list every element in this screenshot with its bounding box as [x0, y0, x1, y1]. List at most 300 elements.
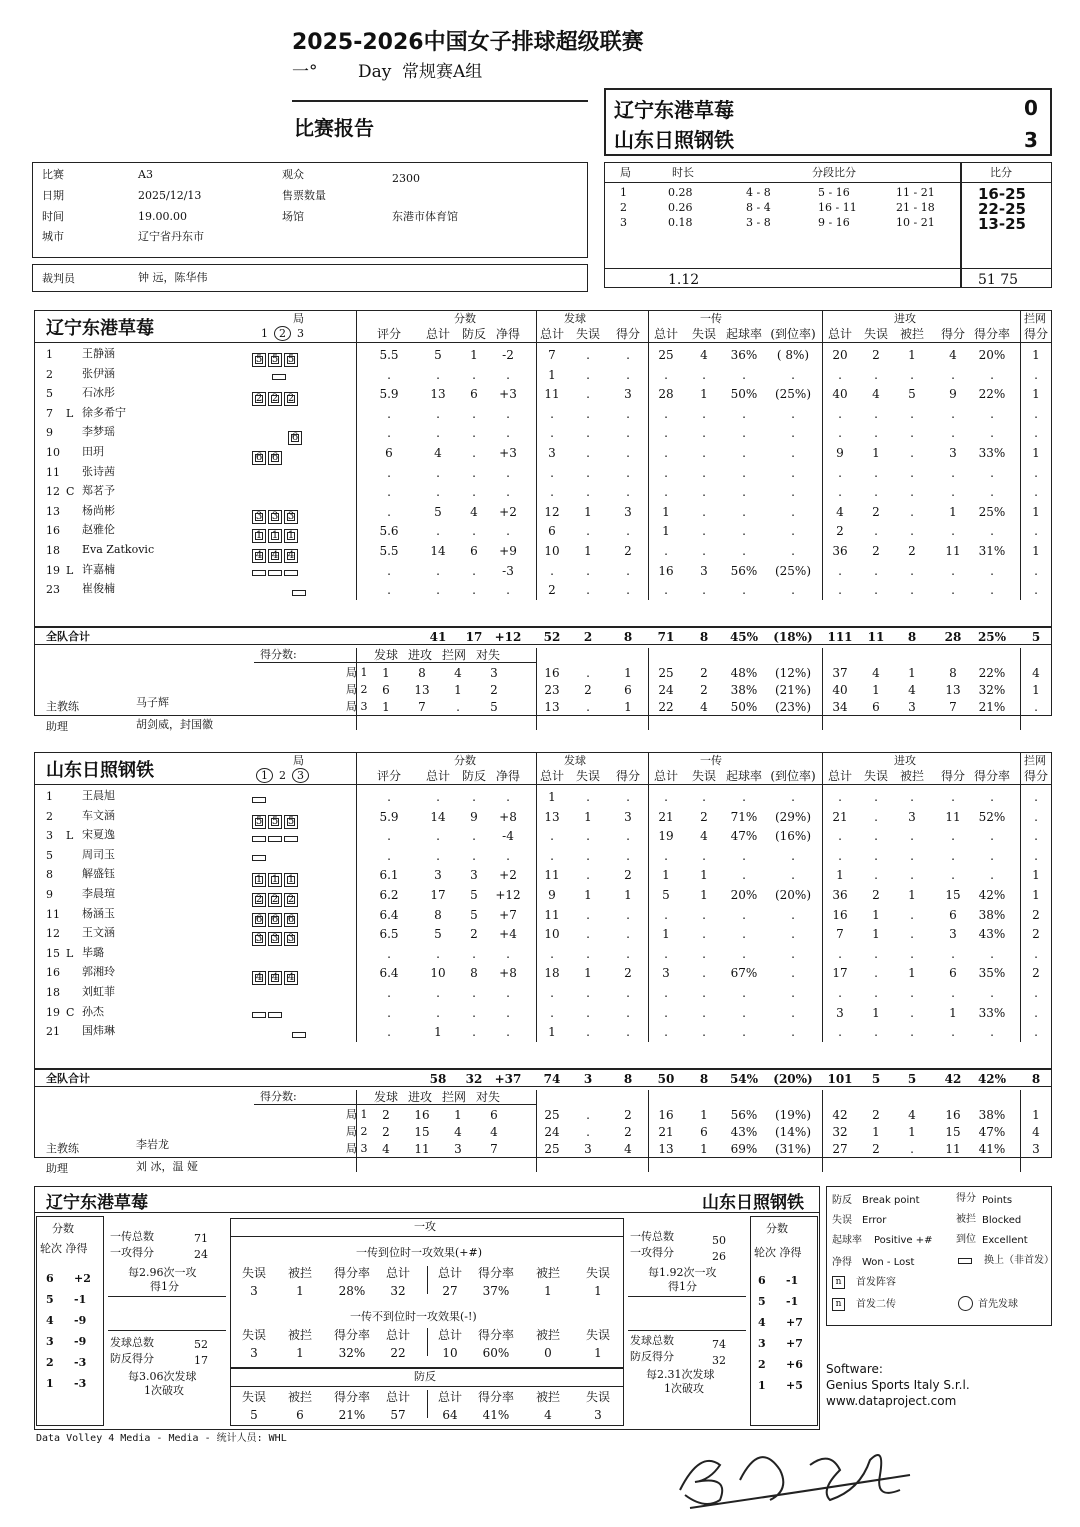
- stat-cell: .: [387, 946, 391, 961]
- stat-cell: .: [742, 868, 746, 883]
- stat-cell: 20: [832, 348, 848, 362]
- break-point-value: 4: [544, 1408, 552, 1422]
- stat-cell: .: [1034, 848, 1038, 863]
- column-header: 被拦: [899, 769, 924, 783]
- column-group: 拦网: [1024, 312, 1046, 325]
- stat-cell: .: [742, 426, 746, 441]
- stat-cell: 11: [544, 387, 560, 402]
- set-position-box: 6: [252, 913, 266, 927]
- points-by-header: 拦网: [441, 648, 466, 662]
- stat-cell: .: [387, 1005, 391, 1020]
- stat-cell: .: [664, 790, 668, 804]
- stat-cell: .: [990, 946, 994, 961]
- stat-cell: 71%: [730, 809, 758, 824]
- time-value: 19.00.00: [138, 210, 187, 223]
- per-set-stat: 4: [624, 1142, 632, 1156]
- stat-cell: .: [702, 524, 706, 539]
- legend-item: 首发阵容: [856, 1277, 896, 1288]
- stat-cell: .: [436, 848, 440, 863]
- side-out-col: 失误: [241, 1390, 266, 1404]
- column-group: 发球: [564, 312, 586, 325]
- stat-cell: .: [910, 524, 914, 539]
- column-group: 进攻: [894, 312, 916, 325]
- stat-cell: .: [874, 966, 878, 981]
- set-partial-21: 10 - 21: [896, 216, 935, 229]
- legend-item: 得分: [956, 1193, 976, 1204]
- starting-setter-icon: n: [832, 1298, 845, 1311]
- stat-cell: .: [506, 367, 510, 382]
- side-out-col: 失误: [585, 1328, 610, 1342]
- stat-cell: .: [742, 504, 746, 519]
- column-header: 失误: [863, 327, 888, 341]
- stat-cell: .: [472, 1005, 476, 1020]
- points-by-header: 发球: [373, 1090, 398, 1104]
- set-partial-16: 9 - 16: [818, 216, 850, 229]
- stat-cell: .: [791, 426, 795, 441]
- set-position-box: 1: [284, 873, 298, 887]
- per-set-stat: 4: [1032, 666, 1040, 680]
- stat-cell: 1: [700, 888, 708, 902]
- stat-cell: 5.9: [379, 387, 399, 402]
- side-out-positive-value: 1: [544, 1284, 552, 1298]
- stat-cell: 3: [624, 809, 632, 824]
- rotation: 1: [758, 1379, 766, 1392]
- stat-cell: .: [791, 1005, 795, 1020]
- team-total-cell: 8: [1031, 1072, 1041, 1086]
- stat-cell: .: [910, 583, 914, 598]
- stat-cell: .: [387, 504, 391, 519]
- per-set-stat: .: [910, 1142, 914, 1156]
- team-total-cell: +37: [494, 1072, 522, 1086]
- column-header: 失误: [691, 327, 716, 341]
- stat-cell: .: [702, 367, 706, 382]
- col-separator: [822, 648, 823, 730]
- side-out-negative-value: 60%: [482, 1346, 510, 1360]
- stat-cell: 25: [658, 348, 674, 362]
- column-header: 得分: [940, 327, 965, 341]
- legend-item: Excellent: [982, 1235, 1028, 1246]
- date-label: 日期: [42, 189, 64, 202]
- time-label: 时间: [42, 210, 64, 223]
- player-name: 王文涵: [82, 926, 115, 940]
- team-total-cell: 28: [944, 630, 962, 644]
- set-position-box: 3: [284, 510, 298, 524]
- coach-label: 主教练: [46, 1142, 79, 1155]
- column-header: 总计: [539, 769, 564, 783]
- set-position-box: 3: [268, 932, 282, 946]
- stat-cell: 3: [470, 868, 478, 883]
- rule: [108, 1296, 226, 1297]
- player-number: 9: [46, 888, 53, 901]
- team-total-cell: (18%): [773, 630, 813, 644]
- stat-cell: .: [874, 465, 878, 480]
- player-name: 王晨旭: [82, 789, 115, 802]
- stat-cell: .: [910, 790, 914, 804]
- per-set-stat: 32%: [978, 683, 1006, 697]
- player-number: 11: [46, 907, 60, 921]
- break-point-value: 6: [296, 1408, 304, 1422]
- stat-cell: .: [951, 790, 955, 804]
- set-position-box: 1: [252, 529, 266, 543]
- stat-cell: 21: [832, 809, 848, 824]
- stat-cell: .: [1034, 583, 1038, 598]
- stat-cell: .: [586, 465, 590, 480]
- per-set-points: 1: [382, 666, 390, 680]
- stat-cell: .: [791, 868, 795, 883]
- stat-cell: .: [626, 829, 630, 844]
- per-set-stat: 15: [945, 1125, 961, 1139]
- rotation: 5: [46, 1293, 54, 1306]
- col-separator: [1020, 648, 1021, 730]
- stat-cell: 1: [872, 1005, 880, 1020]
- col-separator: [427, 1266, 428, 1294]
- stat-cell: .: [626, 524, 630, 539]
- stat-cell: .: [626, 927, 630, 942]
- set-partial-21: 21 - 18: [896, 201, 935, 214]
- stat-cell: (29%): [774, 809, 812, 824]
- stat-cell: (20%): [774, 888, 812, 902]
- column-header: 得分: [1023, 769, 1048, 783]
- per-set-points: 11: [414, 1142, 430, 1156]
- rotation: 3: [46, 1335, 54, 1348]
- stat-cell: 1: [548, 367, 556, 382]
- per-set-stat: 6: [624, 683, 632, 697]
- stat-cell: .: [951, 829, 955, 844]
- side-out-positive-value: 1: [296, 1284, 304, 1298]
- per-set-stat: 2: [700, 683, 708, 697]
- rotation: 2: [46, 1356, 54, 1369]
- column-header: 总计: [653, 327, 678, 341]
- stat-cell: .: [586, 907, 590, 922]
- referee-box: [32, 264, 588, 292]
- stat-cell: .: [910, 946, 914, 961]
- report-title: 比赛报告: [294, 116, 374, 140]
- sets-head-partial: 分段比分: [812, 166, 856, 179]
- per-set-stat: 4: [908, 683, 916, 697]
- side-out-col: 失误: [241, 1328, 266, 1342]
- stat-cell: .: [506, 986, 510, 1000]
- team-total-cell: 8: [623, 630, 633, 644]
- set-position-box: 5: [284, 353, 298, 367]
- player-sets: [252, 789, 268, 805]
- rule: [34, 342, 1052, 343]
- stat-cell: 2: [700, 809, 708, 824]
- side-out-col: 总计: [437, 1266, 462, 1280]
- player-name: 刘虹菲: [82, 985, 115, 998]
- stat-cell: 3: [624, 387, 632, 402]
- set-partial-16: 5 - 16: [818, 186, 850, 199]
- stat-cell: 6: [949, 907, 957, 922]
- column-group: 局: [293, 754, 304, 767]
- stat-cell: 22%: [978, 387, 1006, 402]
- stat-cell: .: [550, 563, 554, 578]
- stat-cell: 5: [470, 907, 478, 922]
- legend-item: 起球率: [832, 1235, 862, 1246]
- per-set-stat: 32: [832, 1125, 848, 1139]
- stat-cell: .: [990, 367, 994, 382]
- side-out-negative-value: 1: [296, 1346, 304, 1360]
- stat-cell: .: [550, 829, 554, 844]
- per-set-stat: 1: [1032, 1108, 1040, 1122]
- player-sets: [252, 445, 302, 461]
- software-line2: Genius Sports Italy S.r.l.: [826, 1378, 970, 1392]
- stat-cell: .: [702, 790, 706, 804]
- player-role: C: [66, 1005, 75, 1019]
- stat-cell: .: [472, 848, 476, 863]
- team-total-cell: 111: [827, 630, 853, 644]
- stat-cell: .: [586, 524, 590, 539]
- stat-cell: .: [702, 406, 706, 421]
- stat-cell: .: [664, 446, 668, 460]
- per-set-points: 2: [382, 1125, 390, 1139]
- stat-cell: .: [990, 868, 994, 883]
- stat-cell: 4: [836, 504, 844, 519]
- player-number: 18: [46, 986, 60, 999]
- set-position-box: 3: [252, 932, 266, 946]
- stat-cell: .: [990, 829, 994, 844]
- stat-cell: 1: [434, 1025, 442, 1040]
- player-sets: [252, 1005, 284, 1021]
- stat-cell: .: [742, 583, 746, 598]
- per-set-stat: 6: [700, 1125, 708, 1139]
- player-sets: [252, 543, 300, 559]
- stat-cell: .: [1034, 563, 1038, 578]
- stat-cell: 4: [700, 348, 708, 362]
- substitution-mark: [252, 855, 266, 861]
- stat-cell: 2: [872, 348, 880, 362]
- sets-subheader: [256, 768, 310, 783]
- stat-cell: .: [910, 446, 914, 460]
- stat-cell: .: [387, 986, 391, 1000]
- player-number: 5: [46, 848, 53, 862]
- stat-cell: .: [791, 1025, 795, 1040]
- set-position-box: 6: [268, 451, 282, 465]
- stat-cell: 21: [658, 809, 674, 824]
- rule: [34, 784, 1052, 785]
- per-set-stat: 41%: [978, 1142, 1006, 1156]
- software-line3: www.dataproject.com: [826, 1394, 957, 1408]
- column-header: 得分率: [973, 327, 1010, 341]
- rotation: 1: [46, 1377, 54, 1390]
- stat-cell: .: [990, 485, 994, 500]
- side-out-negative-value: 0: [544, 1346, 552, 1360]
- stat-cell: +4: [499, 927, 517, 942]
- stat-cell: .: [910, 406, 914, 421]
- stat-cell: .: [951, 946, 955, 961]
- date-value: 2025/12/13: [138, 189, 202, 202]
- stat-cell: 16: [658, 563, 674, 578]
- stat-cell: .: [1034, 485, 1038, 500]
- stat-cell: 10: [430, 966, 446, 981]
- column-header: 净得: [495, 327, 520, 341]
- team-total-cell: 5: [1031, 630, 1041, 644]
- side-out-negative-value: 32%: [338, 1346, 366, 1360]
- per-set-points: 6: [382, 683, 390, 697]
- per-set-stat: (31%): [774, 1142, 812, 1156]
- set-col-label: 2: [279, 769, 286, 782]
- stat-cell: .: [550, 485, 554, 500]
- set-position-box: 5: [284, 815, 298, 829]
- per-set-stat: 24: [544, 1125, 560, 1139]
- col-separator: [822, 1090, 823, 1172]
- stat-cell: .: [664, 465, 668, 480]
- legend-item: Won - Lost: [862, 1257, 915, 1268]
- column-header: 得分: [1023, 327, 1048, 341]
- player-name: 郭湘玲: [82, 965, 115, 979]
- player-number: 1: [46, 790, 53, 803]
- stat-cell: .: [791, 544, 795, 558]
- rule: [34, 1068, 1052, 1070]
- per-set-points: .: [456, 700, 460, 714]
- stat-cell: 14: [430, 809, 446, 824]
- per-set-stat: 42: [832, 1108, 848, 1122]
- player-number: 5: [46, 387, 53, 401]
- stat-cell: .: [387, 406, 391, 421]
- col-separator: [356, 648, 357, 730]
- per-set-stat: 43%: [730, 1125, 758, 1139]
- stat-cell: .: [742, 367, 746, 382]
- per-set-stat: (21%): [774, 683, 812, 697]
- player-sets: [292, 582, 308, 598]
- stat-cell: 9: [949, 387, 957, 402]
- per-set-stat: .: [586, 1125, 590, 1139]
- rule: [254, 1104, 536, 1105]
- stat-cell: 36: [832, 888, 848, 902]
- rotation-net: +2: [74, 1272, 91, 1285]
- set-position-box: 6: [252, 451, 266, 465]
- set-position-box: 2: [252, 893, 266, 907]
- stat-cell: 47%: [730, 829, 758, 844]
- set-number: 3: [620, 216, 627, 229]
- summary-right-stat: 32: [712, 1354, 726, 1367]
- set-col-label: 1: [256, 768, 273, 783]
- column-header: 总计: [539, 327, 564, 341]
- stat-cell: .: [387, 465, 391, 480]
- player-role: L: [66, 829, 74, 843]
- set-position-box: 3: [252, 510, 266, 524]
- rotation: 3: [758, 1337, 766, 1350]
- column-header: 评分: [376, 769, 401, 783]
- per-set-stat: 2: [872, 1108, 880, 1122]
- break-point-title: 防反: [414, 1370, 436, 1383]
- player-sets: [252, 965, 300, 984]
- set-position-box: 4: [284, 971, 298, 985]
- stat-cell: .: [838, 367, 842, 382]
- stat-cell: .: [626, 348, 630, 362]
- stat-cell: .: [910, 504, 914, 519]
- set-col-label: 3: [297, 327, 304, 340]
- player-role: L: [66, 563, 74, 577]
- summary-team1: 辽宁东港草莓: [46, 1193, 148, 1213]
- stat-cell: 1: [908, 888, 916, 902]
- stat-cell: 33%: [978, 1005, 1006, 1020]
- rot-head2: 轮次 净得: [754, 1246, 802, 1259]
- stat-cell: 6: [949, 966, 957, 981]
- summary-left-stat: 24: [194, 1248, 208, 1261]
- summary-team2: 山东日照钢铁: [702, 1193, 804, 1213]
- team-total-cell: 8: [699, 630, 709, 644]
- total-points: 51 75: [978, 272, 1019, 288]
- stat-cell: 3: [908, 809, 916, 824]
- column-header: 得分率: [973, 769, 1010, 783]
- points-by-header: 进攻: [407, 1090, 432, 1104]
- stat-cell: .: [1034, 790, 1038, 804]
- set-position-box: 1: [284, 529, 298, 543]
- side-out-col: 被拦: [287, 1328, 312, 1342]
- stat-cell: 16: [832, 907, 848, 922]
- match-info-box: [32, 162, 588, 258]
- stat-cell: .: [874, 426, 878, 441]
- stat-cell: .: [550, 406, 554, 421]
- stat-cell: 5.5: [379, 348, 399, 362]
- set-position-box: 6: [268, 913, 282, 927]
- stat-cell: .: [626, 790, 630, 804]
- stat-cell: .: [791, 485, 795, 500]
- stat-cell: .: [990, 524, 994, 539]
- points-by-header: 发球: [373, 648, 398, 662]
- stat-cell: .: [791, 504, 795, 519]
- stat-cell: 6: [385, 446, 393, 460]
- starting-lineup-icon: n: [832, 1276, 845, 1289]
- summary-left-stat: 发球总数: [110, 1336, 154, 1349]
- stat-cell: .: [951, 848, 955, 863]
- team-total-cell: 8: [907, 630, 917, 644]
- set-position-box: 5: [268, 815, 282, 829]
- signature: [660, 1420, 940, 1520]
- side-out-col: 失误: [585, 1266, 610, 1280]
- rule: [34, 626, 1052, 628]
- stat-cell: .: [1034, 946, 1038, 961]
- team-total-cell: 52: [543, 630, 561, 644]
- team-total-cell: 42%: [977, 1072, 1007, 1086]
- per-set-stat: 3: [584, 1142, 592, 1156]
- set-partial-8: 3 - 8: [746, 216, 771, 229]
- player-sets: [252, 504, 300, 520]
- side-out-col: 得分率: [333, 1328, 370, 1342]
- set-number: 2: [620, 201, 627, 214]
- stat-cell: 19: [658, 829, 674, 844]
- summary-left-stat: 防反得分: [110, 1352, 154, 1365]
- player-number: 2: [46, 367, 53, 381]
- stat-cell: .: [951, 465, 955, 480]
- player-number: 19: [46, 563, 60, 577]
- stat-cell: .: [1034, 986, 1038, 1000]
- side-out-title: 一攻: [414, 1220, 436, 1233]
- stat-cell: 9: [836, 446, 844, 460]
- per-set-points: 15: [414, 1125, 430, 1139]
- stat-cell: .: [910, 848, 914, 863]
- stat-cell: .: [791, 848, 795, 863]
- stat-cell: 1: [624, 888, 632, 902]
- stat-cell: 1: [1032, 387, 1040, 402]
- stat-cell: 2: [548, 583, 556, 598]
- per-set-stat: 34: [832, 700, 848, 714]
- stat-cell: 43%: [978, 927, 1006, 942]
- stat-cell: .: [702, 907, 706, 922]
- column-header: 被拦: [899, 327, 924, 341]
- col-separator: [356, 1090, 357, 1172]
- stat-cell: .: [791, 946, 795, 961]
- stat-cell: 11: [544, 868, 560, 883]
- stat-cell: 28: [658, 387, 674, 402]
- per-set-stat: 27: [832, 1142, 848, 1156]
- column-header: 得分: [615, 327, 640, 341]
- player-sets: [252, 887, 300, 903]
- stat-cell: .: [702, 1025, 706, 1040]
- rot-head: 分数: [52, 1222, 74, 1235]
- stat-cell: 3: [949, 446, 957, 460]
- stat-cell: .: [586, 1025, 590, 1040]
